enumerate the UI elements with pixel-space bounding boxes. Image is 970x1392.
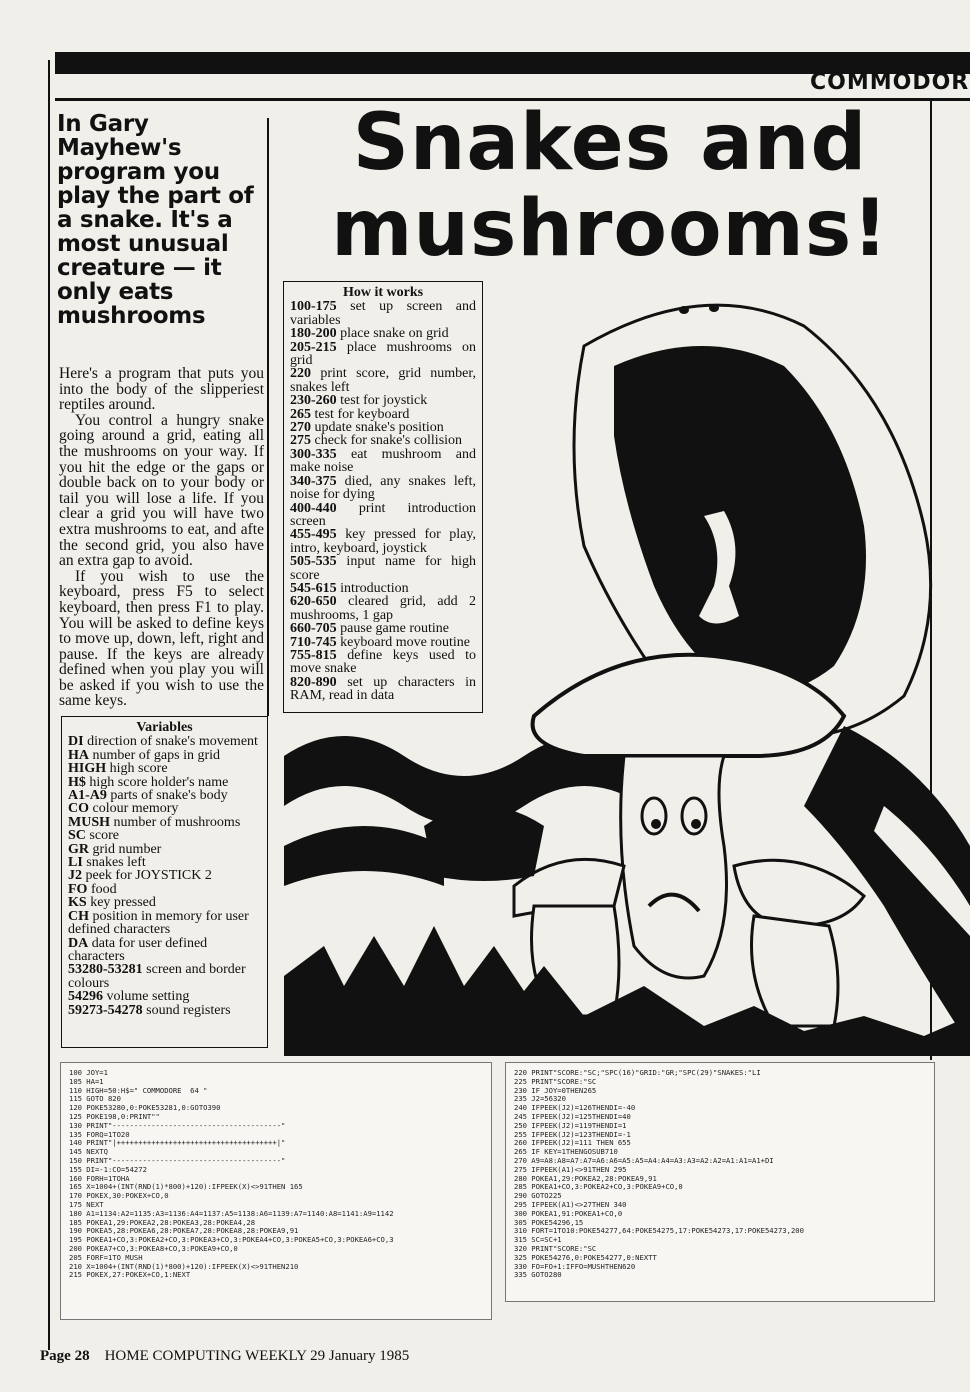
how-it-works-item	[290, 595, 476, 622]
headline-line-1: Snakes and	[352, 98, 868, 188]
line-range: 205-215	[290, 339, 337, 355]
column-divider	[267, 118, 269, 716]
variable-item	[68, 869, 261, 882]
variable-name: GR	[68, 841, 89, 857]
standfirst: In Gary Mayhew's program you play the part of a snake. It's a most unusual creature — it only eats mushrooms	[57, 111, 254, 329]
how-it-works-item	[290, 676, 476, 703]
line-description: died, any snakes left, noise for dying	[290, 473, 476, 503]
listing-line: 235 J2=56320	[514, 1094, 566, 1104]
listing-line: 145 NEXTQ	[69, 1147, 108, 1157]
how-it-works-item	[290, 434, 476, 447]
variable-description: position in memory for user defined characters	[68, 908, 249, 938]
variable-description: volume setting	[103, 989, 190, 1005]
line-range: 230-260	[290, 393, 337, 409]
listing-line: 125 POKE198,0:PRINT""	[69, 1111, 160, 1121]
listing-line: 225 PRINT"SCORE:"SC	[514, 1076, 597, 1086]
mushroom-pupil	[691, 819, 701, 829]
line-range: 340-375	[290, 473, 337, 489]
line-description: introduction	[336, 580, 409, 596]
line-range: 100-175	[290, 299, 337, 315]
listing-line: 120 POKE53280,0:POKE53281,0:GOTO390	[69, 1103, 221, 1113]
variable-item	[68, 843, 261, 856]
listing-line: 310 FORT=1TO10:POKE54277,64:POKE54275,17:POKE54273,17:POKE54273,200	[514, 1226, 804, 1236]
variable-description: parts of snake's body	[106, 788, 228, 804]
variable-description: score	[85, 828, 119, 844]
listing-line: 130 PRINT"---------------------------------------"	[69, 1120, 286, 1130]
variable-name: HA	[68, 747, 89, 763]
variable-name: FO	[68, 881, 88, 897]
variable-description: high score holder's name	[85, 774, 229, 790]
line-description: set up screen and variables	[290, 299, 476, 328]
listing-line: 180 A1=1134:A2=1135:A3=1136:A4=1137:A5=1138:A6=1139:A7=1140:A8=1141:A9=1142	[69, 1208, 394, 1218]
variable-description: snakes left	[82, 855, 146, 871]
line-description: print score, grid number, snakes left	[290, 366, 476, 395]
listing-line: 325 POKE54276,0:POKE54277,0:NEXTT	[514, 1252, 657, 1262]
how-it-works-item	[290, 408, 476, 421]
big-mushroom-stalk	[621, 756, 727, 978]
line-range: 710-745	[290, 634, 337, 650]
variable-item	[68, 883, 261, 896]
listing-line: 165 X=1004+(INT(RND(1)*800)+120):IFPEEK(X)<>91THEN 165	[69, 1182, 303, 1192]
mushroom-eye	[642, 798, 666, 834]
line-range: 400-440	[290, 500, 337, 516]
variable-name: LI	[68, 855, 83, 871]
line-description: print introduction screen	[290, 500, 476, 529]
how-it-works-item	[290, 582, 476, 595]
variable-name: MUSH	[68, 814, 110, 830]
variable-description: number of gaps in grid	[89, 747, 221, 763]
how-it-works-item	[290, 300, 476, 327]
variable-name: H$	[68, 774, 86, 790]
variable-name: SC	[68, 828, 86, 844]
program-listing-area	[60, 1062, 935, 1324]
line-description: keyboard move routine	[336, 634, 471, 650]
variable-item	[68, 856, 261, 869]
variables-list	[68, 735, 261, 1017]
variable-item	[68, 762, 261, 775]
section-tag: COMMODOR	[810, 70, 970, 95]
variable-description: peek for JOYSTICK 2	[82, 868, 212, 884]
variable-item	[68, 749, 261, 762]
variable-name: 59273-54278	[68, 1002, 143, 1018]
how-it-works-box	[283, 281, 483, 713]
listing-line: 270 A9=A8:A8=A7:A7=A6:A6=A5:A5=A4:A4=A3:A3=A2:A2=A1:A1=A1+DI	[514, 1155, 774, 1165]
how-it-works-item	[290, 421, 476, 434]
listing-line: 175 NEXT	[69, 1199, 104, 1209]
variable-item	[68, 735, 261, 748]
listing-line: 220 PRINT"SCORE:"SC;"SPC(16)"GRID:"GR;"SPC(29)"SNAKES:"LI	[514, 1068, 761, 1077]
listing-line: 110 HIGH=50:H$=" COMMODORE 64 "	[69, 1085, 208, 1095]
variable-description: direction of snake's movement	[83, 734, 258, 750]
snake-eye-left	[679, 306, 689, 314]
listing-line: 170 POKEX,30:POKEX+CO,0	[69, 1191, 169, 1201]
line-description: cleared grid, add 2 mushrooms, 1 gap	[290, 594, 476, 623]
how-it-works-item	[290, 367, 476, 394]
headline-line-2: mushrooms!	[331, 184, 889, 274]
line-range: 545-615	[290, 580, 337, 596]
listing-line: 300 POKEA1,91:POKEA1+CO,0	[514, 1208, 623, 1218]
listing-line: 215 POKEX,27:POKEX+CO,1:NEXT	[69, 1270, 191, 1280]
variable-name: A1-A9	[68, 788, 107, 804]
line-range: 220	[290, 366, 311, 382]
body-paragraph: You control a hungry snake going around a grid, eating all the mushrooms on your way. If you hit the edge or the gaps or double back on to your body or tail you will lose a life. If you clear a grid you will have two extra mushrooms to eat, and afte the second grid, you also have an extra gap to avoid.	[59, 411, 264, 570]
line-range: 660-705	[290, 621, 337, 637]
listing-line: 245 IFPEEK(J2)=125THENDI=40	[514, 1111, 631, 1121]
line-description: key pressed for play, intro, keyboard, joystick	[290, 527, 476, 556]
line-description: test for keyboard	[311, 406, 410, 422]
listing-line: 150 PRINT"---------------------------------------"	[69, 1155, 286, 1165]
variable-name: HIGH	[68, 761, 107, 777]
variable-item	[68, 816, 261, 829]
listing-line: 285 POKEA1+CO,3:POKEA2+CO,3:POKEA9+CO,0	[514, 1182, 683, 1192]
variable-name: DI	[68, 734, 84, 750]
line-description: test for joystick	[336, 393, 428, 409]
listing-line: 190 POKEA5,28:POKEA6,28:POKEA7,28:POKEA8,28:POKEA9,91	[69, 1226, 299, 1236]
line-description: set up characters in RAM, read in data	[290, 674, 476, 704]
line-range: 265	[290, 406, 311, 422]
listing-line: 280 POKEA1,29:POKEA2,28:POKEA9,91	[514, 1173, 657, 1183]
how-it-works-item	[290, 327, 476, 340]
grass	[284, 926, 970, 1056]
variable-name: 53280-53281	[68, 962, 143, 978]
listing-line: 240 IFPEEK(J2)=126THENDI=-40	[514, 1103, 636, 1113]
how-it-works-item	[290, 636, 476, 649]
snake-eye-right	[709, 304, 719, 312]
publication-line: HOME COMPUTING WEEKLY 29 January 1985	[104, 1348, 410, 1364]
listing-line: 255 IFPEEK(J2)=123THENDI=-1	[514, 1129, 631, 1139]
line-description: pause game routine	[336, 621, 450, 637]
variable-description: high score	[106, 761, 168, 777]
variable-description: key pressed	[86, 895, 156, 911]
listing-line: 195 POKEA1+CO,3:POKEA2+CO,3:POKEA3+CO,3:POKEA4+CO,3:POKEA5+CO,3:POKEA6+CO,3	[69, 1235, 394, 1245]
how-it-works-item	[290, 649, 476, 676]
listing-line: 335 GOTO280	[514, 1270, 562, 1280]
line-range: 180-200	[290, 326, 337, 342]
how-it-works-item	[290, 394, 476, 407]
listing-line: 275 IFPEEK(A1)<>91THEN 295	[514, 1164, 627, 1174]
listing-line: 100 JOY=1	[69, 1068, 108, 1077]
listing-line: 320 PRINT"SCORE:"SC	[514, 1243, 597, 1253]
listing-line: 305 POKE54296,15	[514, 1217, 584, 1227]
wave-band	[284, 826, 444, 886]
page-number: Page 28	[40, 1348, 90, 1364]
variable-name: CO	[68, 801, 89, 817]
listing-line: 230 IF JOY=0THEN265	[514, 1085, 597, 1095]
listing-line: 295 IFPEEK(A1)<>27THEN 340	[514, 1199, 627, 1209]
variable-name: CH	[68, 908, 89, 924]
headline	[290, 100, 930, 272]
listing-line: 250 IFPEEK(J2)=119THENDI=1	[514, 1120, 627, 1130]
variable-name: J2	[68, 868, 82, 884]
variable-description: screen and border colours	[68, 962, 246, 991]
line-description: eat mushroom and make noise	[290, 446, 476, 476]
variable-name: KS	[68, 895, 87, 911]
mushroom-eye	[682, 798, 706, 834]
variable-item	[68, 802, 261, 815]
body-paragraph: If you wish to use the keyboard, press F5 to select keyboard, then press F1 to play. You will be asked to define keys to move up, down, left, right and pause. If the keys are already defined when you play you will be asked if you wish to use the same keys.	[59, 567, 264, 710]
variables-title: Variables	[136, 720, 193, 735]
listing-line: 205 FORF=1TO MUSH	[69, 1252, 143, 1262]
variable-item	[68, 963, 261, 990]
listing-line: 260 IFPEEK(J2)=111 THEN 655	[514, 1138, 631, 1148]
line-range: 820-890	[290, 674, 337, 690]
article-body	[59, 366, 264, 709]
variable-description: food	[87, 881, 117, 897]
line-range: 300-335	[290, 446, 337, 462]
mushroom-pupil	[651, 819, 661, 829]
left-margin-rule	[48, 60, 50, 1350]
small-mushroom-stalk	[752, 916, 839, 1026]
listing-line: 290 GOTO225	[514, 1191, 562, 1201]
variable-item	[68, 990, 261, 1003]
listing-line: 135 FORQ=1TO20	[69, 1129, 130, 1139]
page-footer	[40, 1348, 409, 1365]
variable-item	[68, 829, 261, 842]
how-it-works-item	[290, 528, 476, 555]
how-it-works-item	[290, 555, 476, 582]
body-paragraph: Here's a program that puts you into the body of the slipperiest reptiles around.	[59, 365, 264, 414]
how-it-works-item	[290, 448, 476, 475]
listing-line: 200 POKEA7+CO,3:POKEA8+CO,3:POKEA9+CO,0	[69, 1243, 238, 1253]
listing-line: 185 POKEA1,29:POKEA2,28:POKEA3,28:POKEA4,28	[69, 1217, 256, 1227]
line-range: 455-495	[290, 527, 337, 543]
variable-name: 54296	[68, 989, 103, 1005]
variable-item	[68, 896, 261, 909]
line-description: input name for high score	[290, 554, 476, 583]
variable-item	[68, 789, 261, 802]
line-range: 505-535	[290, 554, 337, 570]
variable-description: sound registers	[142, 1002, 231, 1018]
line-description: update snake's position	[311, 420, 444, 436]
listing-line: 160 FORH=1TOHA	[69, 1173, 130, 1183]
listing-line: 210 X=1004+(INT(RND(1)*800)+120):IFPEEK(X)<>91THEN210	[69, 1261, 299, 1271]
listing-line: 330 FO=FO+1:IFFO=MUSHTHEN620	[514, 1261, 636, 1271]
line-description: check for snake's collision	[311, 433, 463, 449]
program-listing-right	[505, 1062, 935, 1302]
listing-line: 140 PRINT"|+++++++++++++++++++++++++++++++++++++|"	[69, 1138, 286, 1148]
program-listing-left	[60, 1062, 492, 1320]
variable-description: data for user defined characters	[68, 935, 208, 964]
line-description: place mushrooms on grid	[290, 339, 476, 369]
how-it-works-list	[290, 300, 476, 702]
listing-line: 315 SC=SC+1	[514, 1235, 562, 1245]
variable-description: number of mushrooms	[110, 814, 241, 830]
variable-item	[68, 937, 261, 964]
variable-item	[68, 910, 261, 937]
line-range: 755-815	[290, 647, 337, 663]
variable-description: colour memory	[89, 801, 179, 817]
line-description: define keys used to move snake	[290, 647, 476, 677]
how-it-works-item	[290, 475, 476, 502]
variable-item	[68, 1004, 261, 1017]
listing-line: 265 IF KEY=1THENGOSUB710	[514, 1147, 618, 1157]
variable-name: DA	[68, 935, 89, 951]
line-range: 275	[290, 433, 311, 449]
line-description: place snake on grid	[336, 326, 449, 342]
listing-line: 105 HA=1	[69, 1076, 104, 1086]
how-it-works-item	[290, 502, 476, 529]
listing-line: 115 GOTO 820	[69, 1094, 121, 1104]
listing-line: 155 DI=-1:CO=54272	[69, 1164, 147, 1174]
how-it-works-item	[290, 341, 476, 368]
line-range: 620-650	[290, 594, 337, 610]
dark-mushroom	[424, 806, 544, 881]
variable-item	[68, 776, 261, 789]
variables-box	[61, 716, 268, 1048]
variable-description: grid number	[89, 841, 162, 857]
how-it-works-item	[290, 622, 476, 635]
how-it-works-title: How it works	[342, 285, 424, 300]
line-range: 270	[290, 420, 311, 436]
